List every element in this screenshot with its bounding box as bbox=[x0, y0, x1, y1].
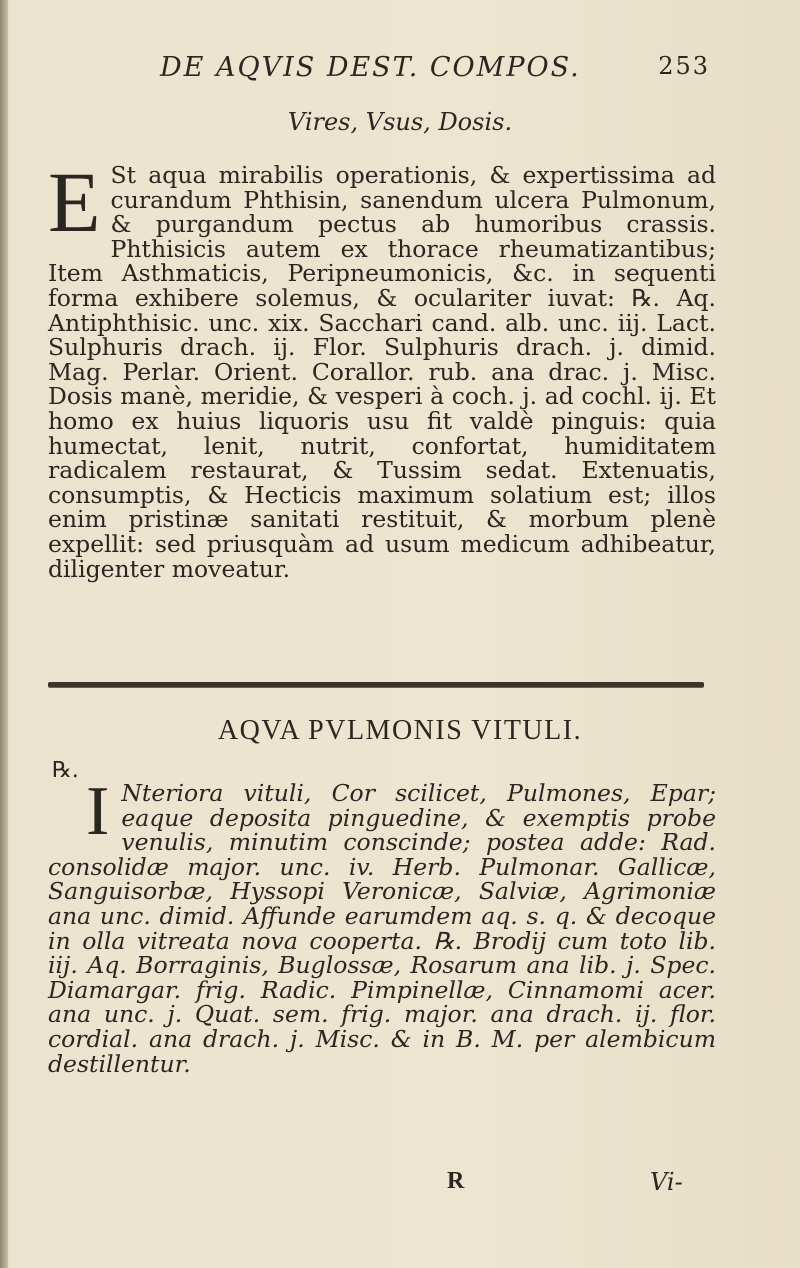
paragraph-vires-usus-dosis bbox=[48, 154, 716, 583]
catchword: Vi- bbox=[650, 1168, 683, 1196]
paragraph-text: Nteriora vituli, Cor scilicet, Pulmones, Epar; eaque deposita pinguedine, & exemptis probe venulis, minutim conscinde; postea adde: Rad. consolidæ major. unc. iv. Herb. Pulmonar. Gallicæ, Sanguisorbæ, Hyssopi Veronicæ, Salviæ, Agrimoniæ ana unc. dimid. Affunde earumdem aq. s. q. & decoque in olla vitreata nova cooperta. ℞. Brodij cum toto lib. iij. Aq. Borraginis, Buglossæ, Rosarum ana lib. j. Spec. Diamargar. frig. Radic. Pimpinellæ, Cinnamomi acer. ana unc. j. Quat. sem. frig. major. ana drach. ij. flor. cordial. ana drach. j. Misc. & in B. M. per alembicum destillentur. bbox=[48, 779, 716, 1078]
running-head-title: DE AQVIS DEST. COMPOS. bbox=[160, 52, 581, 83]
signature-mark: R bbox=[447, 1168, 465, 1194]
paragraph-text: St aqua mirabilis operationis, & expertissima ad curandum Phthisin, sanendum ulcera Pulmonum, & purgandum pectus ab humoribus crassis. Phthisicis autem ex thorace rheumatizantibus; Item Asthmaticis, Peripneumonicis, &c. in sequenti forma exhibere solemus, & oculariter iuvat: ℞. Aq. Antiphthisic. unc. xix. Sacchari cand. alb. unc. iij. Lact. Sulphuris drach. ij. Flor. Sulphuris drach. j. dimid. Mag. Perlar. Orient. Corallor. rub. ana drac. j. Misc. Dosis manè, meridie, & vesperi à coch. j. ad cochl. ij. Et homo ex huius liquoris usu fit valdè pinguis: quia humectat, lenit, nutrit, confortat, humiditatem radicalem restaurat, & Tussim sedat. Extenuatis, consumptis, & Hecticis maximum solatium est; illos enim pristinæ sanitati restituit, & morbum plenè expellit: sed priusquàm ad usum medicum adhibeatur, diligenter moveatur. bbox=[48, 161, 716, 583]
running-head bbox=[150, 52, 710, 88]
page-number: 253 bbox=[658, 52, 710, 80]
section-heading: AQVA PVLMONIS VITULI. bbox=[217, 715, 583, 746]
section-subheading: Vires, Vsus, Dosis. bbox=[287, 108, 513, 136]
recipe-symbol: ℞. bbox=[52, 758, 79, 783]
horizontal-rule bbox=[48, 682, 704, 687]
paragraph-aqua-pulmonis bbox=[48, 773, 716, 1078]
page-gutter bbox=[0, 0, 8, 1268]
drop-cap-i: I bbox=[86, 773, 110, 850]
drop-cap-e: E bbox=[48, 154, 101, 250]
